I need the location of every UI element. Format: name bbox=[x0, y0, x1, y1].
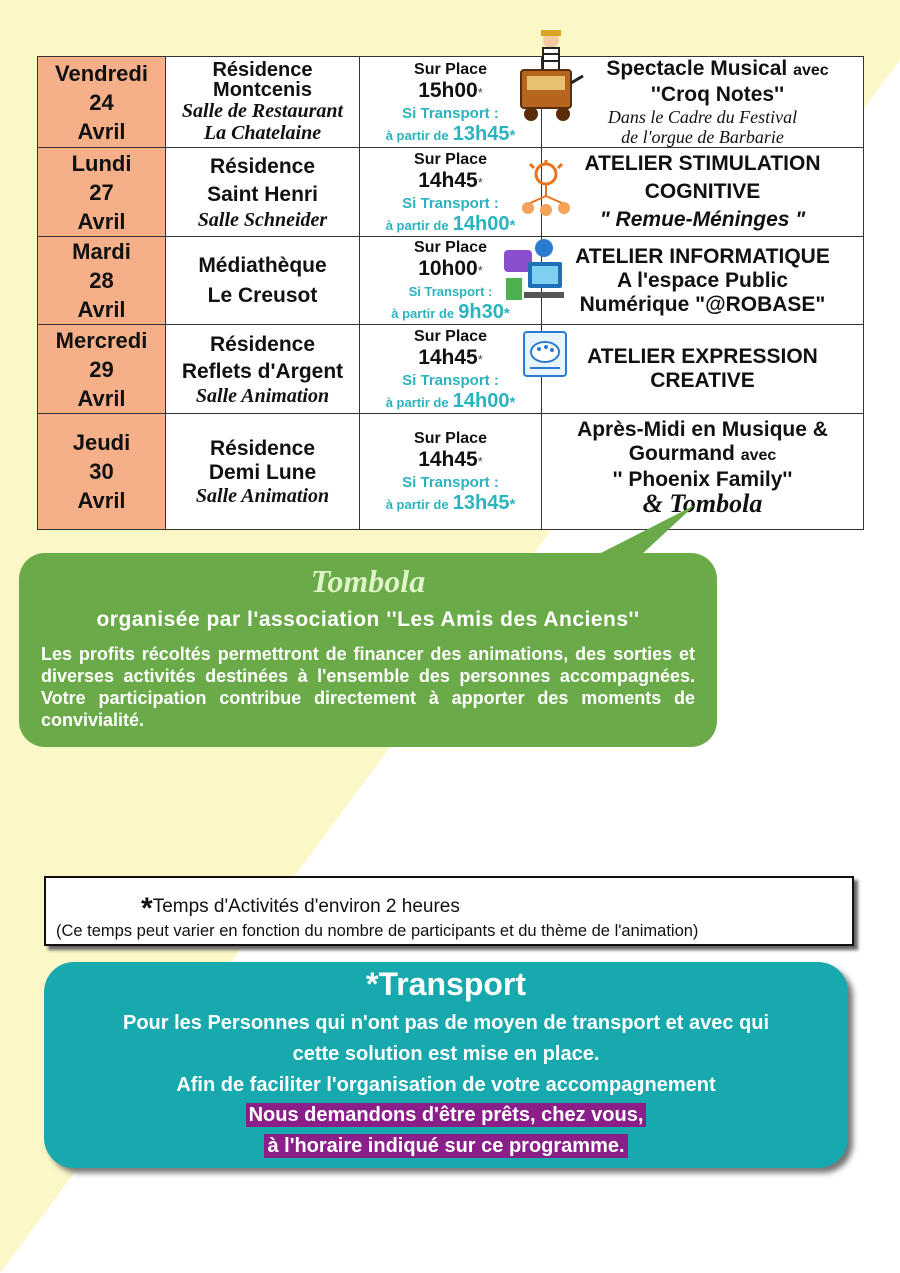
activity-note: de l'orgue de Barbarie bbox=[621, 127, 784, 147]
day-name: Mardi bbox=[72, 239, 131, 264]
asterisk: * bbox=[509, 126, 516, 144]
day-name: Mercredi bbox=[55, 327, 148, 353]
from-label: à partir de bbox=[391, 306, 455, 321]
day-month: Avril bbox=[77, 118, 126, 144]
tombola-subtitle: organisée par l'association ''Les Amis des Anciens'' bbox=[96, 608, 640, 631]
place-line: Résidence bbox=[209, 333, 316, 356]
transport-time: 13h45 bbox=[452, 492, 510, 514]
place-line: Médiathèque bbox=[198, 253, 327, 277]
day-month: Avril bbox=[77, 297, 126, 322]
transport-time: 14h00 bbox=[452, 389, 510, 412]
on-site-time: 14h45 bbox=[418, 168, 478, 192]
place-line: Montcenis bbox=[213, 79, 312, 101]
transport-label: Si Transport : bbox=[402, 104, 499, 122]
place-line: Demi Lune bbox=[208, 460, 317, 484]
asterisk: * bbox=[477, 454, 483, 469]
on-site-time: 15h00 bbox=[418, 78, 478, 102]
place-room: Salle de Restaurant bbox=[181, 100, 344, 122]
asterisk: * bbox=[509, 496, 516, 513]
activity-title: Après-Midi en Musique & bbox=[577, 418, 828, 441]
activity-title: CREATIVE bbox=[650, 369, 755, 392]
day-date: 27 bbox=[89, 179, 114, 205]
from-label: à partir de bbox=[385, 127, 449, 143]
activity-guest: ''Croq Notes'' bbox=[650, 83, 785, 106]
tombola-text: Les profits récoltés permettront de financer des animations, des sorties et diverses activités destinées à l'ensemble des personnes accompagnées. Votre participation contribue directement à apporter des moments de convivialité. bbox=[41, 644, 695, 730]
day-name: Jeudi bbox=[72, 430, 131, 455]
day-month: Avril bbox=[77, 488, 126, 513]
from-label: à partir de bbox=[385, 394, 449, 410]
transport-label: Si Transport : bbox=[402, 194, 499, 212]
place-line: Résidence bbox=[209, 436, 316, 460]
day-name: Lundi bbox=[71, 150, 132, 176]
day-month: Avril bbox=[77, 385, 126, 411]
asterisk: * bbox=[477, 174, 483, 190]
tombola-title: Tombola bbox=[310, 563, 426, 599]
transport-line: cette solution est mise en place. bbox=[292, 1043, 600, 1065]
activity-title: ATELIER EXPRESSION bbox=[587, 345, 818, 368]
from-label: à partir de bbox=[385, 217, 449, 233]
activity-note: Dans le Cadre du Festival bbox=[607, 107, 798, 127]
activity-avec: avec bbox=[740, 447, 777, 464]
place-line: Saint Henri bbox=[207, 183, 318, 206]
activity-subtitle: A l'espace Public bbox=[616, 268, 789, 292]
asterisk: * bbox=[477, 84, 483, 100]
transport-time: 13h45 bbox=[452, 122, 510, 145]
activity-avec: avec bbox=[793, 62, 829, 79]
day-date: 29 bbox=[89, 356, 114, 382]
place-line: Reflets d'Argent bbox=[181, 360, 344, 383]
activity-tombola: & Tombola bbox=[642, 489, 763, 518]
transport-label: Si Transport : bbox=[402, 474, 499, 491]
transport-line: Pour les Personnes qui n'ont pas de moyen de transport et avec qui bbox=[122, 1012, 769, 1034]
note-asterisk: * bbox=[141, 892, 153, 925]
day-name: Vendredi bbox=[55, 60, 148, 86]
on-site-label: Sur Place bbox=[414, 327, 487, 345]
place-room: Salle Animation bbox=[195, 484, 330, 507]
on-site-time: 14h45 bbox=[418, 448, 478, 471]
transport-highlight: Nous demandons d'être prêts, chez vous, bbox=[246, 1103, 647, 1127]
transport-time: 9h30 bbox=[458, 301, 504, 323]
activity-subtitle: " Remue-Méninges " bbox=[599, 208, 806, 231]
activity-title: Gourmand bbox=[628, 442, 735, 465]
transport-box bbox=[44, 962, 848, 1168]
day-month: Avril bbox=[77, 208, 126, 234]
from-label: à partir de bbox=[385, 497, 449, 512]
day-date: 24 bbox=[89, 89, 114, 115]
transport-highlight: à l'horaire indiqué sur ce programme. bbox=[264, 1134, 627, 1158]
day-date: 28 bbox=[89, 268, 114, 293]
note-line: Temps d'Activités d'environ 2 heures bbox=[152, 896, 460, 917]
transport-time: 14h00 bbox=[452, 212, 510, 235]
on-site-time: 10h00 bbox=[418, 257, 478, 280]
asterisk: * bbox=[477, 263, 483, 278]
day-date: 30 bbox=[89, 459, 114, 484]
activity-title: COGNITIVE bbox=[644, 180, 761, 203]
place-room: La Chatelaine bbox=[203, 122, 322, 144]
place-line: Résidence bbox=[212, 59, 313, 81]
on-site-label: Sur Place bbox=[414, 60, 487, 78]
transport-title: *Transport bbox=[365, 966, 527, 1002]
duration-note bbox=[44, 876, 854, 946]
place-line: Le Creusot bbox=[207, 283, 318, 307]
on-site-label: Sur Place bbox=[414, 430, 487, 447]
transport-label: Si Transport : bbox=[408, 284, 493, 299]
asterisk: * bbox=[477, 351, 483, 367]
tombola-bubble bbox=[19, 553, 717, 747]
activity-subtitle: Numérique "@ROBASE" bbox=[579, 292, 826, 316]
note-line: (Ce temps peut varier en fonction du nombre de participants et du thème de l'animation) bbox=[56, 922, 699, 940]
on-site-label: Sur Place bbox=[414, 150, 487, 168]
place-line: Résidence bbox=[209, 155, 316, 178]
activity-title: ATELIER STIMULATION bbox=[584, 152, 821, 175]
place-room: Salle Schneider bbox=[197, 209, 328, 231]
on-site-label: Sur Place bbox=[414, 239, 487, 256]
on-site-time: 14h45 bbox=[418, 345, 478, 369]
asterisk: * bbox=[503, 305, 510, 322]
speech-bubble-tail bbox=[0, 0, 900, 600]
activity-title: Spectacle Musical bbox=[606, 57, 788, 80]
activity-title: ATELIER INFORMATIQUE bbox=[575, 244, 830, 268]
activity-guest: '' Phoenix Family'' bbox=[612, 468, 793, 491]
transport-label: Si Transport : bbox=[402, 371, 499, 389]
asterisk: * bbox=[509, 393, 516, 411]
asterisk: * bbox=[509, 216, 516, 234]
transport-line: Afin de faciliter l'organisation de votre accompagnement bbox=[176, 1074, 716, 1096]
place-room: Salle Animation bbox=[195, 385, 330, 407]
